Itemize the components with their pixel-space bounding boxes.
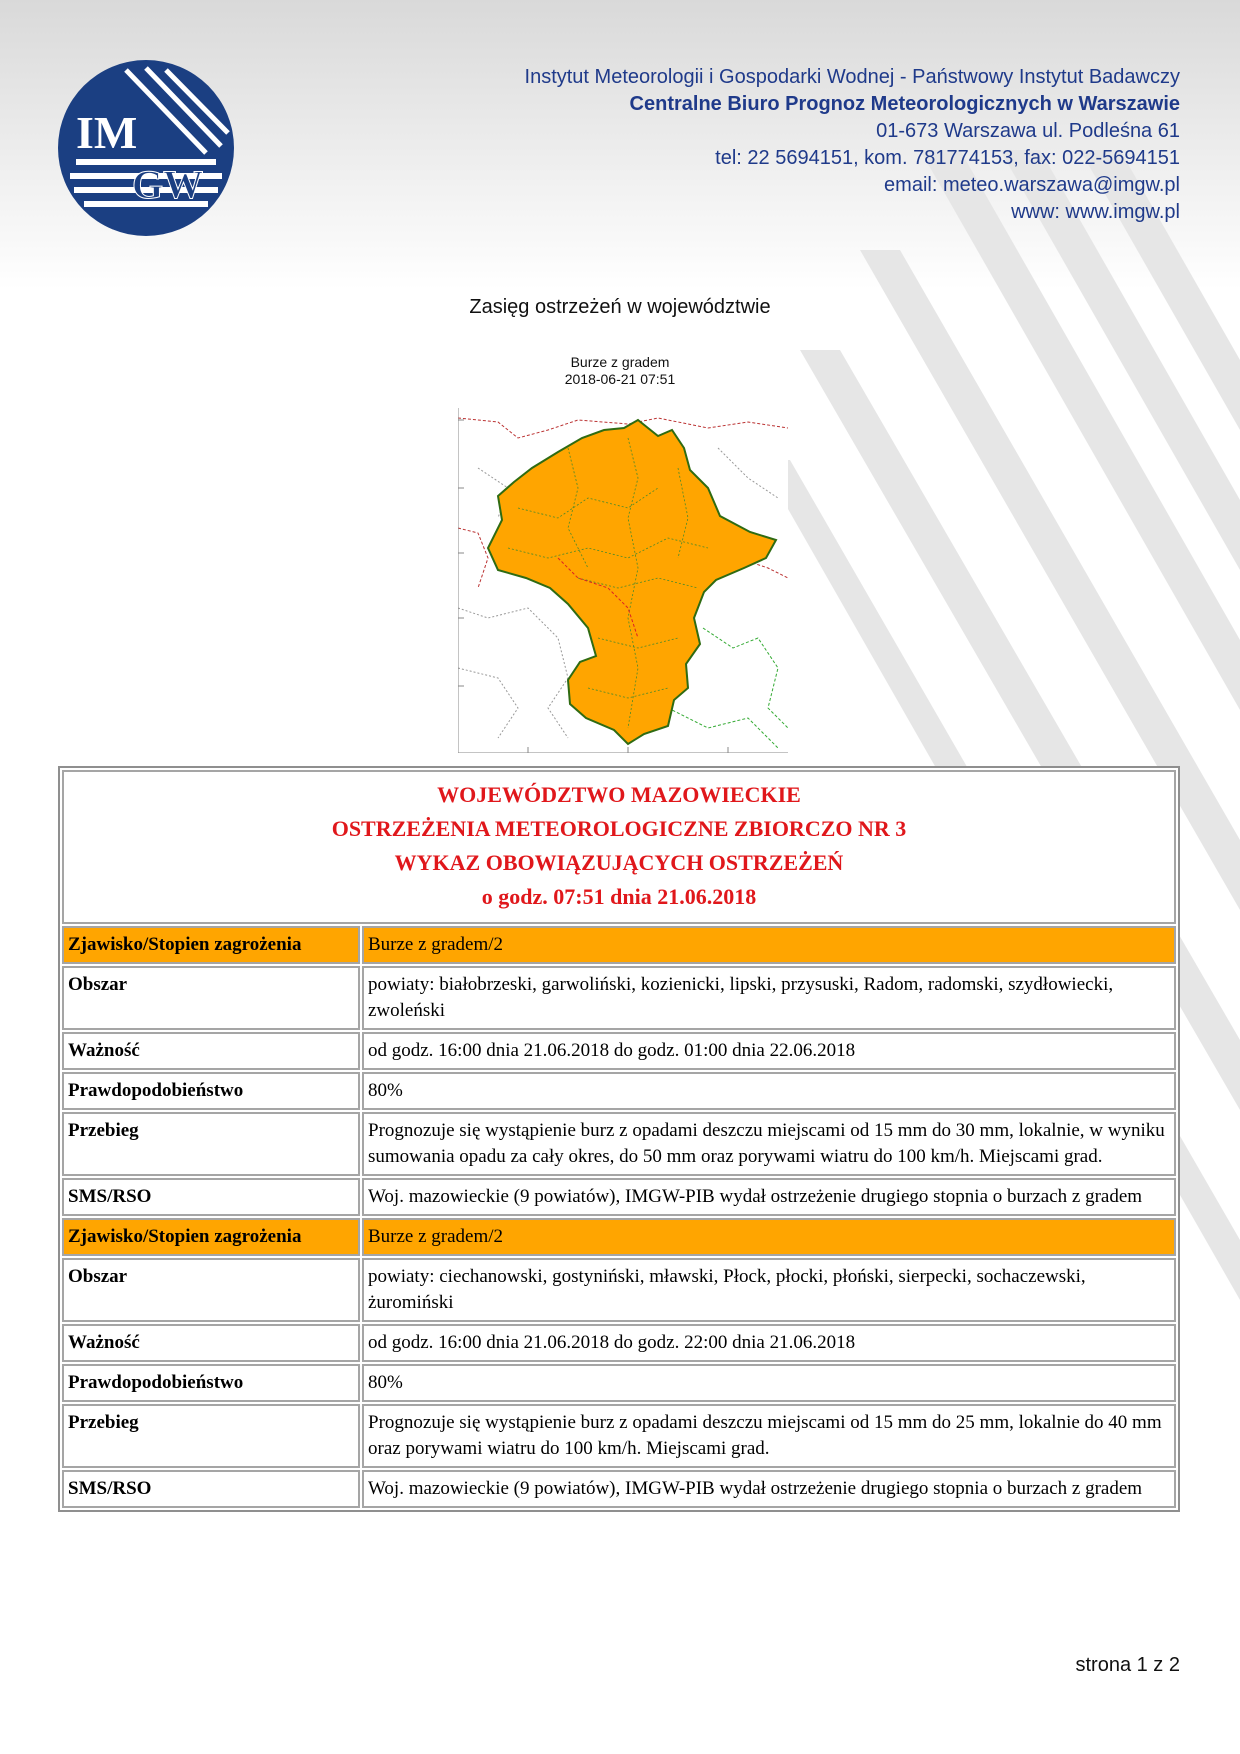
section-title: Zasięg ostrzeżeń w województwie — [469, 296, 771, 318]
phenomenon-value: Burze z gradem/2 — [362, 1218, 1176, 1256]
sms-label: SMS/RSO — [62, 1470, 360, 1508]
probability-label: Prawdopodobieństwo — [62, 1364, 360, 1402]
warnings-table — [58, 766, 1180, 1512]
warning-1-area-row — [62, 966, 1176, 1030]
table-title-line: OSTRZEŻENIA METEOROLOGICZNE ZBIORCZO NR 3 — [331, 816, 907, 841]
probability-value: 80% — [362, 1364, 1176, 1402]
warning-2-probability-row — [62, 1364, 1176, 1402]
validity-label: Ważność — [62, 1032, 360, 1070]
email-line: email: meteo.warszawa@imgw.pl — [884, 174, 1180, 196]
address: 01-673 Warszawa ul. Podleśna 61 — [876, 120, 1180, 142]
warning-2-phenomenon-row — [62, 1218, 1176, 1256]
table-title — [62, 770, 1176, 924]
validity-value: od godz. 16:00 dnia 21.06.2018 do godz. 01:00 dnia 22.06.2018 — [362, 1032, 1176, 1070]
institute-name: Instytut Meteorologii i Gospodarki Wodnej - Państwowy Instytut Badawczy — [524, 66, 1180, 88]
warning-2-validity-row — [62, 1324, 1176, 1362]
bureau-name: Centralne Biuro Prognoz Meteorologicznych w Warszawie — [629, 93, 1180, 115]
area-label: Obszar — [62, 1258, 360, 1322]
www-line: www: www.imgw.pl — [1011, 201, 1180, 223]
warning-1-validity-row — [62, 1032, 1176, 1070]
course-label: Przebieg — [62, 1112, 360, 1176]
imgw-logo — [56, 58, 236, 238]
warning-2-course-row — [62, 1404, 1176, 1468]
table-title-line: o godz. 07:51 dnia 21.06.2018 — [481, 884, 757, 909]
warning-map — [458, 408, 788, 753]
sms-value: Woj. mazowieckie (9 powiatów), IMGW-PIB wydał ostrzeżenie drugiego stopnia o burzach z gradem — [362, 1470, 1176, 1508]
area-value: powiaty: białobrzeski, garwoliński, kozienicki, lipski, przysuski, Radom, radomski, szydłowiecki, zwoleński — [362, 966, 1176, 1030]
map-caption-datetime: 2018-06-21 07:51 — [564, 371, 676, 387]
course-label: Przebieg — [62, 1404, 360, 1468]
table-title-line: WYKAZ OBOWIĄZUJĄCYCH OSTRZEŻEŃ — [394, 850, 844, 875]
phone-line: tel: 22 5694151, kom. 781774153, fax: 022-5694151 — [715, 147, 1180, 169]
warning-1-probability-row — [62, 1072, 1176, 1110]
sms-label: SMS/RSO — [62, 1178, 360, 1216]
warning-2-area-row — [62, 1258, 1176, 1322]
phenomenon-label: Zjawisko/Stopien zagrożenia — [62, 1218, 360, 1256]
probability-label: Prawdopodobieństwo — [62, 1072, 360, 1110]
validity-label: Ważność — [62, 1324, 360, 1362]
course-value: Prognozuje się wystąpienie burz z opadami deszczu miejscami od 15 mm do 30 mm, lokalnie, w wyniku sumowania opadu za cały okres, do 50 mm oraz porywami wiatru do 100 km/h. Miejscami grad. — [362, 1112, 1176, 1176]
area-value: powiaty: ciechanowski, gostyniński, mławski, Płock, płocki, płoński, sierpecki, sochaczewski, żuromiński — [362, 1258, 1176, 1322]
map-caption-phenomenon: Burze z gradem — [570, 354, 670, 370]
area-label: Obszar — [62, 966, 360, 1030]
warning-2-sms-row — [62, 1470, 1176, 1508]
sms-value: Woj. mazowieckie (9 powiatów), IMGW-PIB wydał ostrzeżenie drugiego stopnia o burzach z gradem — [362, 1178, 1176, 1216]
table-title-line: WOJEWÓDZTWO MAZOWIECKIE — [437, 782, 801, 807]
course-value: Prognozuje się wystąpienie burz z opadami deszczu miejscami od 15 mm do 25 mm, lokalnie do 40 mm oraz porywami wiatru do 100 km/h. Miejscami grad. — [362, 1404, 1176, 1468]
logo-text-bottom: GW — [132, 162, 204, 207]
logo-text-top: IM — [76, 107, 138, 158]
validity-value: od godz. 16:00 dnia 21.06.2018 do godz. 22:00 dnia 21.06.2018 — [362, 1324, 1176, 1362]
phenomenon-label: Zjawisko/Stopien zagrożenia — [62, 926, 360, 964]
warning-1-sms-row — [62, 1178, 1176, 1216]
phenomenon-value: Burze z gradem/2 — [362, 926, 1176, 964]
warning-1-phenomenon-row — [62, 926, 1176, 964]
page-number: strona 1 z 2 — [1075, 1654, 1180, 1676]
map-caption — [420, 354, 820, 388]
warning-1-course-row — [62, 1112, 1176, 1176]
probability-value: 80% — [362, 1072, 1176, 1110]
institute-header — [525, 64, 1180, 226]
